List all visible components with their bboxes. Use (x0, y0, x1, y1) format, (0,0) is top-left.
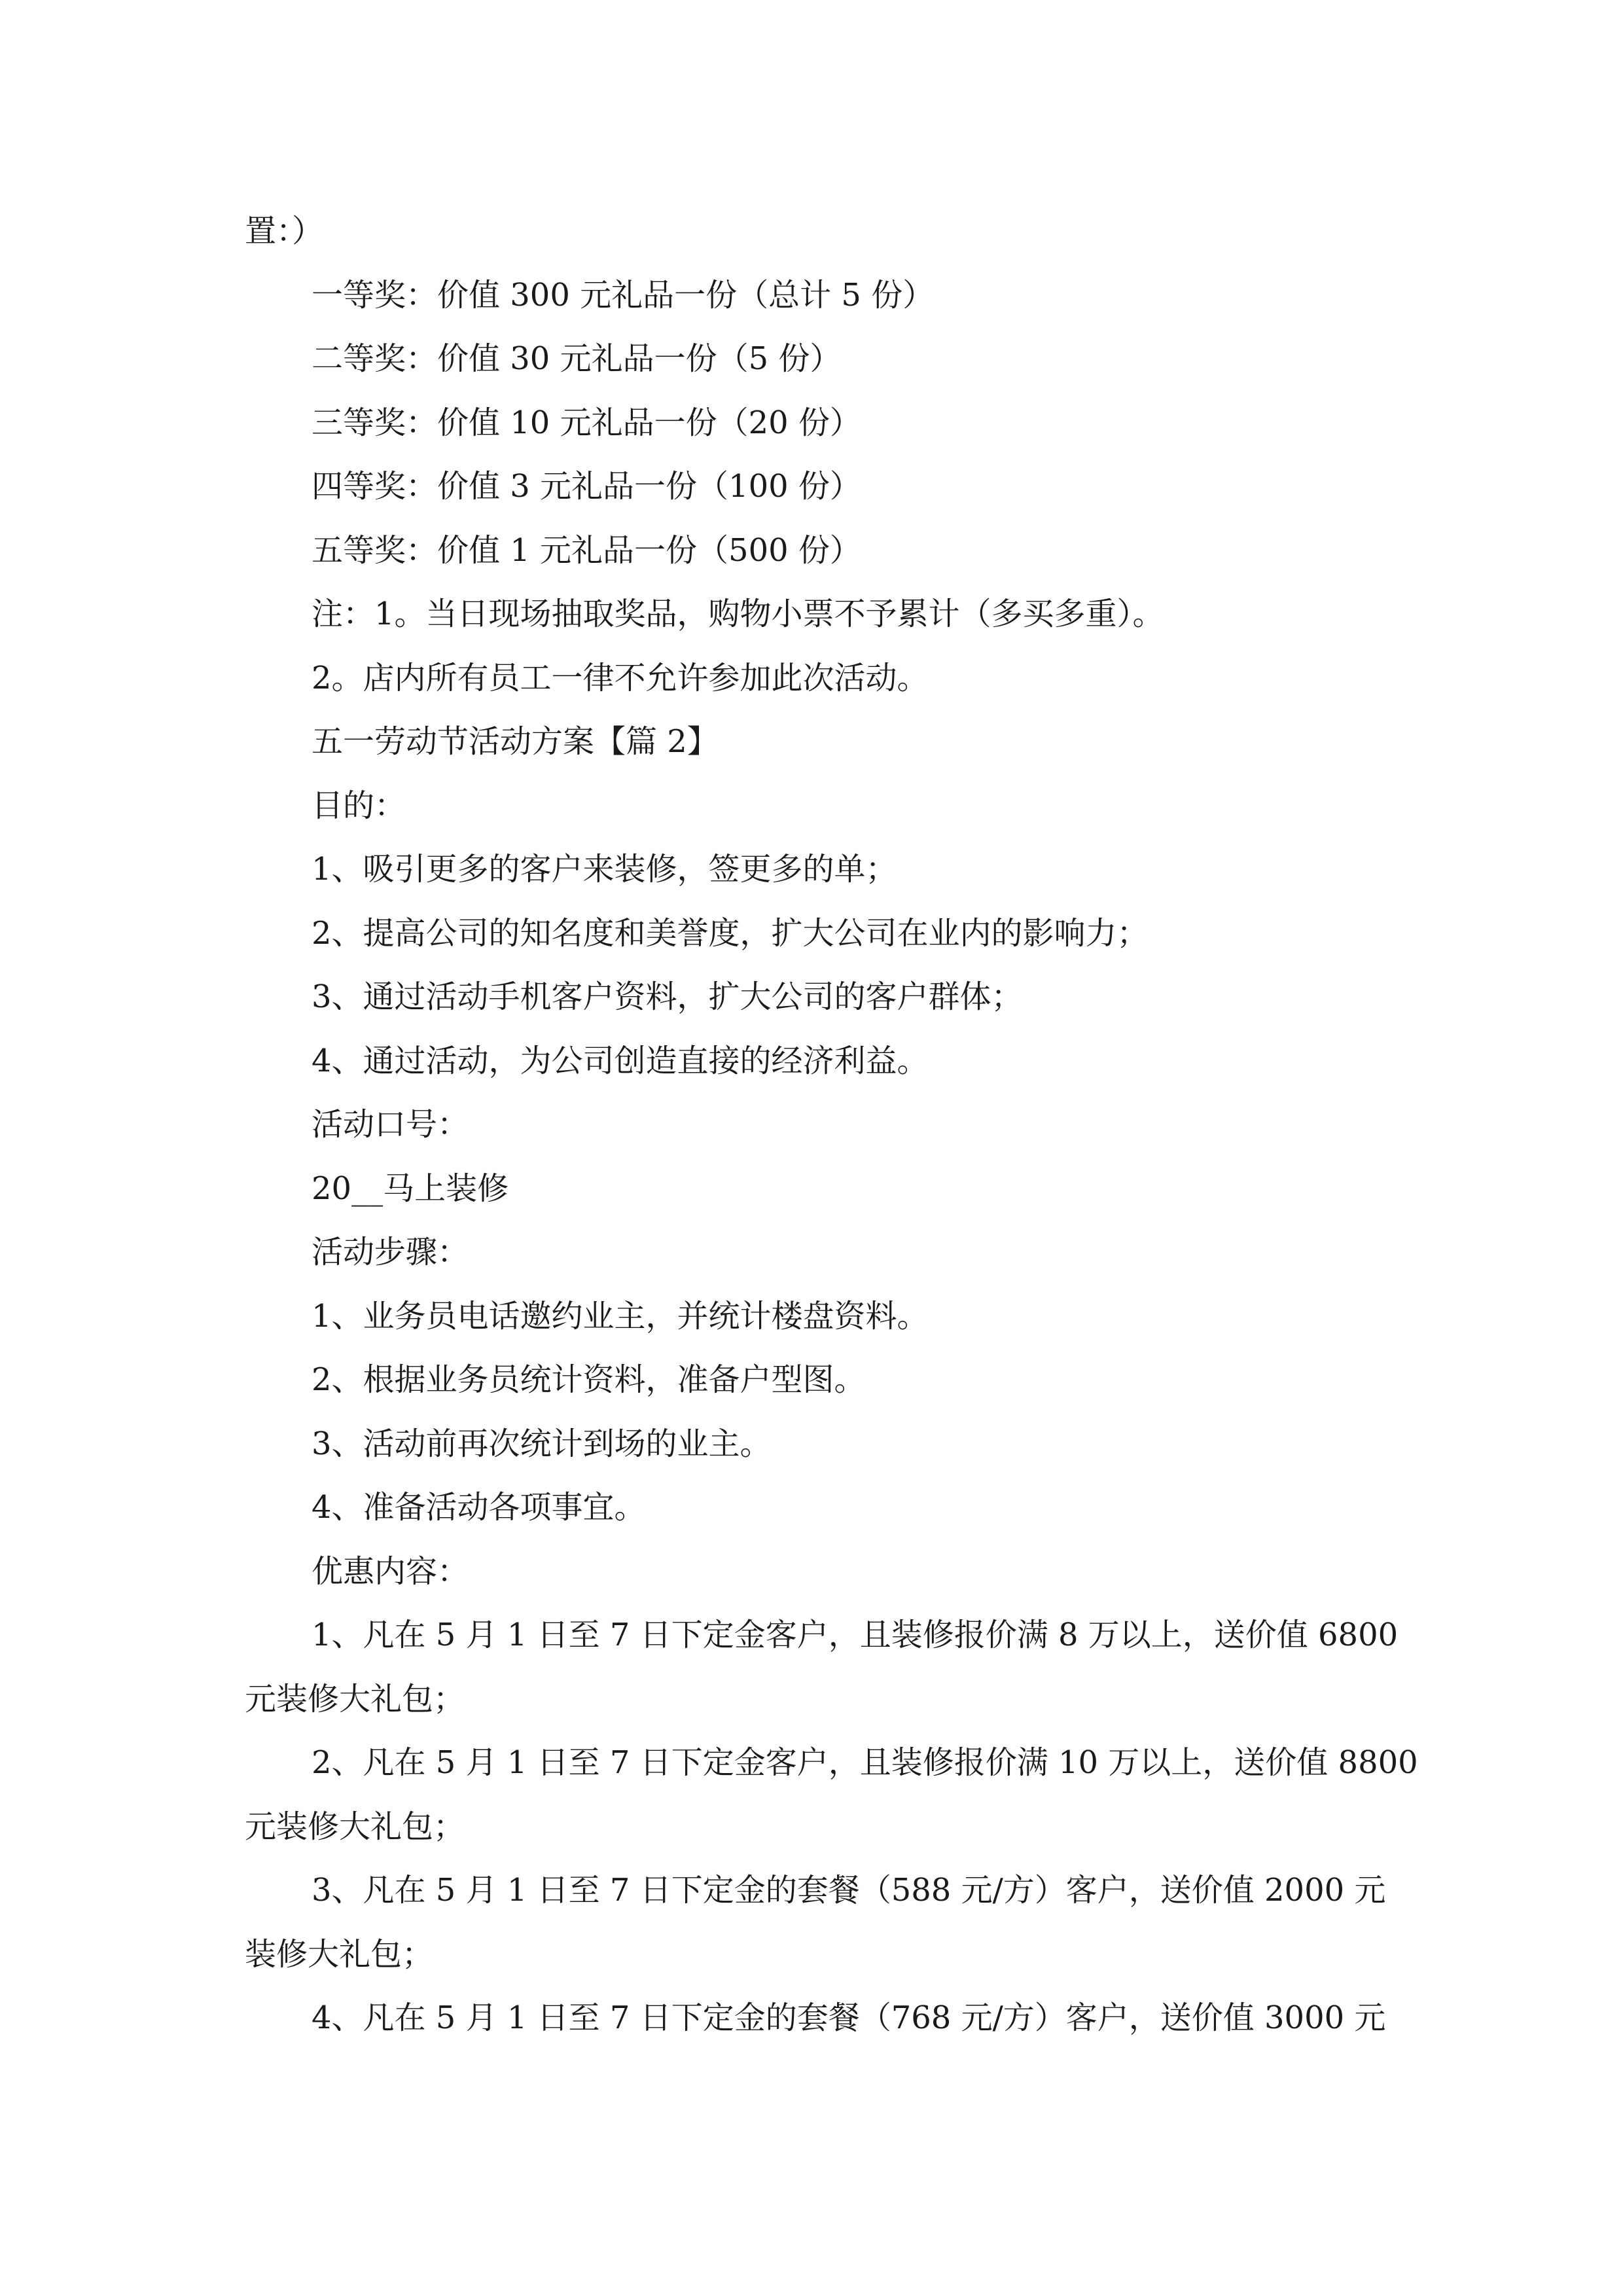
list-item: 1、凡在 5 月 1 日至 7 日下定金客户，且装修报价满 8 万以上，送价值 6800 (312, 1617, 1399, 1653)
list-item: 2、根据业务员统计资料，准备户型图。 (312, 1361, 866, 1398)
list-item-continuation: 元装修大礼包； (245, 1680, 465, 1717)
prize-third-line: 三等奖：价值 10 元礼品一份（20 份） (312, 404, 861, 441)
list-item: 4、凡在 5 月 1 日至 7 日下定金的套餐（768 元/方）客户，送价值 3000 元 (312, 2000, 1386, 2036)
subheading-purpose: 目的： (312, 787, 406, 824)
list-item: 1、业务员电话邀约业主，并统计楼盘资料。 (312, 1297, 929, 1335)
prize-fourth-line: 四等奖：价值 3 元礼品一份（100 份） (312, 468, 861, 505)
list-item-continuation: 装修大礼包； (245, 1935, 434, 1973)
section-heading: 五一劳动节活动方案【篇 2】 (312, 723, 719, 760)
list-item: 3、凡在 5 月 1 日至 7 日下定金的套餐（588 元/方）客户，送价值 2000 元 (312, 1872, 1386, 1909)
document-body (245, 200, 1418, 2051)
note-line: 注：1。当日现场抽取奖品，购物小票不予累计（多买多重）。 (312, 596, 1164, 632)
list-item: 4、准备活动各项事宜。 (312, 1489, 646, 1526)
subheading-slogan: 活动口号： (312, 1106, 469, 1143)
prize-second-line: 二等奖：价值 30 元礼品一份（5 份） (312, 340, 842, 377)
subheading-offers: 优惠内容： (312, 1552, 469, 1590)
list-item: 2、提高公司的知名度和美誉度，扩大公司在业内的影响力； (312, 914, 1149, 952)
list-item-continuation: 元装修大礼包； (245, 1808, 465, 1845)
list-item: 3、活动前再次统计到场的业主。 (312, 1425, 772, 1462)
list-item: 3、通过活动手机客户资料，扩大公司的客户群体； (312, 978, 1023, 1015)
list-item: 1、吸引更多的客户来装修，签更多的单； (312, 851, 897, 888)
list-item: 4、通过活动，为公司创造直接的经济利益。 (312, 1042, 929, 1079)
prize-fifth-line: 五等奖：价值 1 元礼品一份（500 份） (312, 531, 861, 569)
note-line: 2。店内所有员工一律不允许参加此次活动。 (312, 659, 929, 696)
text-line: 置：） (245, 213, 324, 249)
prize-first-line: 一等奖：价值 300 元礼品一份（总计 5 份） (312, 276, 935, 314)
subheading-steps: 活动步骤： (312, 1234, 469, 1270)
slogan-text: 20__马上装修 (312, 1170, 509, 1207)
list-item: 2、凡在 5 月 1 日至 7 日下定金客户，且装修报价满 10 万以上，送价值 8800 (312, 1744, 1418, 1781)
